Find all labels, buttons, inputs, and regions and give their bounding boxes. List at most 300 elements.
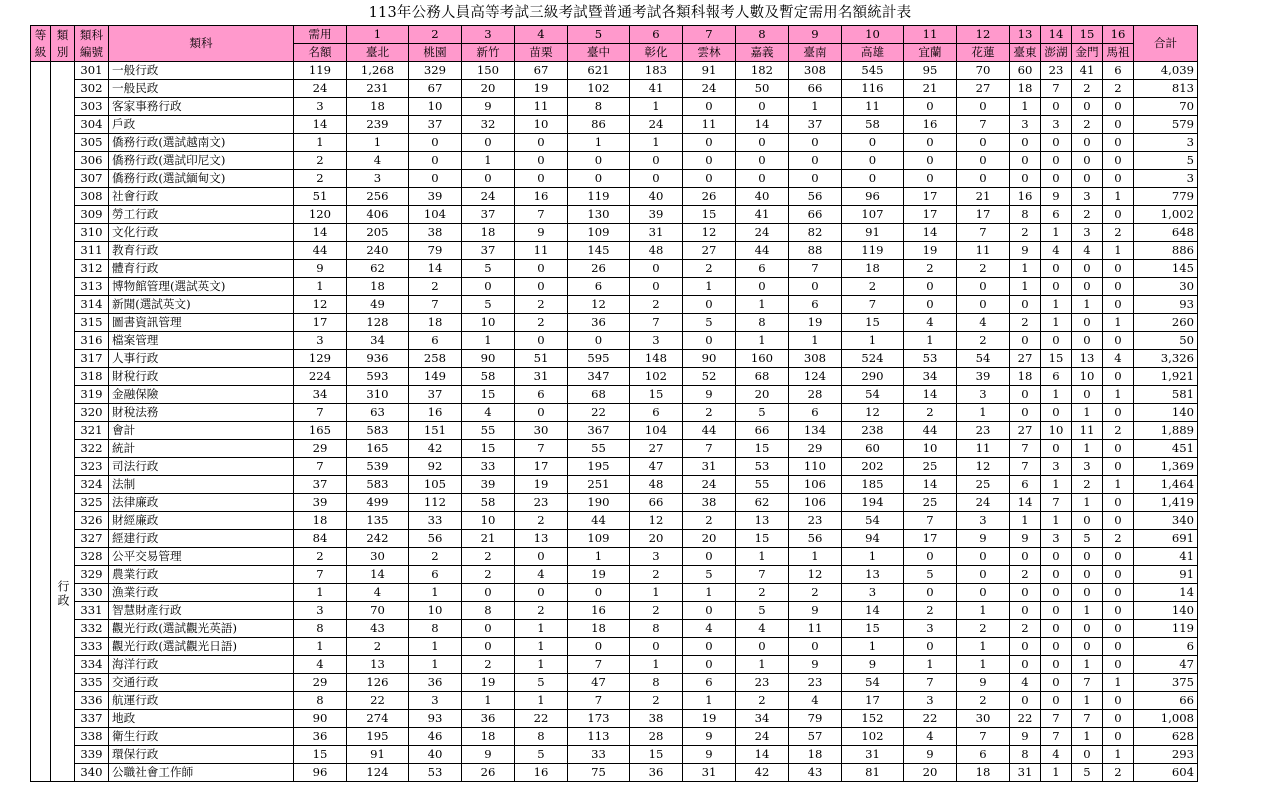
row-total: 691 <box>1134 530 1198 548</box>
region-count: 3 <box>957 512 1010 530</box>
quota-value: 3 <box>294 98 347 116</box>
region-name: 新竹 <box>462 44 515 62</box>
region-count: 0 <box>1103 278 1134 296</box>
region-count: 0 <box>683 602 736 620</box>
region-count: 9 <box>904 746 957 764</box>
region-name: 宜蘭 <box>904 44 957 62</box>
region-count: 0 <box>1041 548 1072 566</box>
region-count: 1 <box>736 296 789 314</box>
region-num: 4 <box>515 26 568 44</box>
region-count: 105 <box>409 476 462 494</box>
statistics-table <box>30 25 1198 782</box>
subject-code: 318 <box>75 368 109 386</box>
region-count: 79 <box>789 710 842 728</box>
subject-code: 319 <box>75 386 109 404</box>
region-count: 9 <box>515 224 568 242</box>
region-count: 17 <box>515 458 568 476</box>
region-count: 42 <box>736 764 789 782</box>
region-count: 1 <box>957 404 1010 422</box>
region-count: 14 <box>736 116 789 134</box>
region-count: 38 <box>630 710 683 728</box>
region-count: 6 <box>957 746 1010 764</box>
region-count: 18 <box>842 260 904 278</box>
region-count: 2 <box>630 692 683 710</box>
region-count: 148 <box>630 350 683 368</box>
region-count: 1 <box>904 656 957 674</box>
region-count: 3 <box>957 386 1010 404</box>
region-count: 14 <box>904 386 957 404</box>
region-count: 135 <box>347 512 409 530</box>
region-count: 13 <box>515 530 568 548</box>
region-count: 2 <box>462 566 515 584</box>
region-name: 馬祖 <box>1103 44 1134 62</box>
region-count: 29 <box>789 440 842 458</box>
region-count: 41 <box>1072 62 1103 80</box>
region-count: 18 <box>347 278 409 296</box>
region-count: 31 <box>842 746 904 764</box>
region-count: 8 <box>568 98 630 116</box>
region-count: 6 <box>1103 62 1134 80</box>
subject-name: 公職社會工作師 <box>109 764 294 782</box>
region-count: 54 <box>842 674 904 692</box>
quota-value: 119 <box>294 62 347 80</box>
region-count: 367 <box>568 422 630 440</box>
region-count: 0 <box>842 134 904 152</box>
subject-name: 衛生行政 <box>109 728 294 746</box>
region-count: 6 <box>683 674 736 692</box>
region-count: 231 <box>347 80 409 98</box>
region-count: 5 <box>462 260 515 278</box>
region-num: 3 <box>462 26 515 44</box>
region-count: 3 <box>1041 458 1072 476</box>
region-count: 195 <box>347 728 409 746</box>
region-count: 0 <box>1103 368 1134 386</box>
region-count: 1 <box>568 134 630 152</box>
region-count: 0 <box>683 134 736 152</box>
region-count: 41 <box>736 206 789 224</box>
region-count: 290 <box>842 368 904 386</box>
region-count: 6 <box>736 260 789 278</box>
region-count: 274 <box>347 710 409 728</box>
region-count: 0 <box>568 638 630 656</box>
row-total: 1,002 <box>1134 206 1198 224</box>
region-count: 0 <box>568 584 630 602</box>
region-count: 66 <box>630 494 683 512</box>
subject-name: 統計 <box>109 440 294 458</box>
region-count: 0 <box>789 134 842 152</box>
region-count: 75 <box>568 764 630 782</box>
region-count: 499 <box>347 494 409 512</box>
row-total: 1,921 <box>1134 368 1198 386</box>
region-count: 160 <box>736 350 789 368</box>
region-count: 0 <box>1103 152 1134 170</box>
subject-name: 社會行政 <box>109 188 294 206</box>
region-count: 25 <box>904 458 957 476</box>
region-count: 1 <box>957 602 1010 620</box>
region-count: 47 <box>630 458 683 476</box>
region-count: 39 <box>630 206 683 224</box>
region-count: 0 <box>957 584 1010 602</box>
row-total: 451 <box>1134 440 1198 458</box>
row-total: 140 <box>1134 602 1198 620</box>
region-count: 3 <box>630 548 683 566</box>
region-count: 70 <box>957 62 1010 80</box>
region-count: 44 <box>568 512 630 530</box>
region-count: 109 <box>568 224 630 242</box>
region-count: 2 <box>630 602 683 620</box>
row-total: 140 <box>1134 404 1198 422</box>
region-count: 14 <box>904 476 957 494</box>
region-count: 18 <box>409 314 462 332</box>
region-count: 51 <box>515 350 568 368</box>
region-count: 9 <box>683 746 736 764</box>
region-count: 62 <box>347 260 409 278</box>
region-count: 8 <box>1010 746 1041 764</box>
region-count: 0 <box>1103 728 1134 746</box>
region-count: 6 <box>630 404 683 422</box>
region-count: 0 <box>515 332 568 350</box>
region-count: 34 <box>736 710 789 728</box>
region-count: 52 <box>683 368 736 386</box>
subject-code: 323 <box>75 458 109 476</box>
quota-value: 8 <box>294 620 347 638</box>
region-count: 48 <box>630 242 683 260</box>
subject-code: 329 <box>75 566 109 584</box>
region-count: 1 <box>515 692 568 710</box>
quota-value: 224 <box>294 368 347 386</box>
region-count: 18 <box>568 620 630 638</box>
region-count: 55 <box>568 440 630 458</box>
region-count: 251 <box>568 476 630 494</box>
region-count: 15 <box>736 440 789 458</box>
region-num: 8 <box>736 26 789 44</box>
region-count: 1 <box>1041 476 1072 494</box>
region-count: 205 <box>347 224 409 242</box>
region-count: 1 <box>1103 746 1134 764</box>
region-count: 18 <box>789 746 842 764</box>
region-count: 17 <box>842 692 904 710</box>
region-count: 18 <box>462 224 515 242</box>
region-count: 173 <box>568 710 630 728</box>
region-count: 102 <box>568 80 630 98</box>
region-num: 11 <box>904 26 957 44</box>
region-count: 0 <box>789 278 842 296</box>
region-count: 11 <box>1072 422 1103 440</box>
row-total: 3 <box>1134 134 1198 152</box>
region-count: 0 <box>1103 98 1134 116</box>
region-count: 30 <box>515 422 568 440</box>
region-num: 13 <box>1010 26 1041 44</box>
region-count: 1 <box>1103 242 1134 260</box>
region-count: 0 <box>683 152 736 170</box>
quota-value: 18 <box>294 512 347 530</box>
subject-name: 博物館管理(選試英文) <box>109 278 294 296</box>
region-count: 39 <box>462 476 515 494</box>
region-num: 5 <box>568 26 630 44</box>
quota-value: 4 <box>294 656 347 674</box>
region-count: 5 <box>736 404 789 422</box>
region-count: 239 <box>347 116 409 134</box>
region-count: 0 <box>683 548 736 566</box>
subject-code: 320 <box>75 404 109 422</box>
region-count: 31 <box>683 458 736 476</box>
quota-value: 37 <box>294 476 347 494</box>
quota-value: 29 <box>294 674 347 692</box>
region-name: 桃園 <box>409 44 462 62</box>
subject-code: 339 <box>75 746 109 764</box>
region-count: 0 <box>1010 296 1041 314</box>
region-count: 28 <box>630 728 683 746</box>
region-count: 545 <box>842 62 904 80</box>
region-count: 17 <box>957 206 1010 224</box>
region-count: 0 <box>1010 548 1041 566</box>
region-count: 0 <box>1041 602 1072 620</box>
quota-value: 14 <box>294 116 347 134</box>
region-count: 3 <box>1041 530 1072 548</box>
region-count: 202 <box>842 458 904 476</box>
subject-code: 326 <box>75 512 109 530</box>
subject-name: 海洋行政 <box>109 656 294 674</box>
region-count: 1 <box>1010 260 1041 278</box>
region-count: 23 <box>515 494 568 512</box>
region-count: 124 <box>347 764 409 782</box>
subject-name: 農業行政 <box>109 566 294 584</box>
region-count: 10 <box>462 512 515 530</box>
region-count: 2 <box>736 584 789 602</box>
region-count: 2 <box>1103 80 1134 98</box>
region-count: 26 <box>462 764 515 782</box>
region-count: 0 <box>630 152 683 170</box>
region-count: 5 <box>683 566 736 584</box>
region-count: 22 <box>904 710 957 728</box>
subject-code: 314 <box>75 296 109 314</box>
region-count: 9 <box>462 98 515 116</box>
subject-code: 327 <box>75 530 109 548</box>
region-count: 13 <box>842 566 904 584</box>
region-count: 0 <box>1041 566 1072 584</box>
region-count: 2 <box>842 278 904 296</box>
region-count: 12 <box>568 296 630 314</box>
region-count: 0 <box>1041 98 1072 116</box>
table-body <box>31 62 1198 782</box>
region-count: 53 <box>904 350 957 368</box>
region-count: 16 <box>1010 188 1041 206</box>
region-count: 0 <box>1041 170 1072 188</box>
region-count: 0 <box>904 278 957 296</box>
row-total: 14 <box>1134 584 1198 602</box>
region-count: 42 <box>409 440 462 458</box>
region-count: 1 <box>736 548 789 566</box>
region-count: 2 <box>957 692 1010 710</box>
region-count: 11 <box>515 98 568 116</box>
region-count: 0 <box>904 170 957 188</box>
region-count: 1 <box>957 656 1010 674</box>
region-name: 臺北 <box>347 44 409 62</box>
region-count: 12 <box>789 566 842 584</box>
region-count: 1 <box>1041 224 1072 242</box>
subject-name: 財稅法務 <box>109 404 294 422</box>
region-count: 21 <box>462 530 515 548</box>
region-count: 3 <box>347 170 409 188</box>
region-count: 2 <box>1072 476 1103 494</box>
region-count: 1 <box>683 584 736 602</box>
table-row <box>31 260 1198 278</box>
region-count: 2 <box>904 404 957 422</box>
region-count: 242 <box>347 530 409 548</box>
region-count: 0 <box>515 170 568 188</box>
region-count: 1 <box>789 98 842 116</box>
region-count: 93 <box>409 710 462 728</box>
region-count: 1 <box>630 656 683 674</box>
region-count: 107 <box>842 206 904 224</box>
region-count: 22 <box>1010 710 1041 728</box>
region-count: 0 <box>1072 746 1103 764</box>
region-count: 1 <box>1072 656 1103 674</box>
region-count: 2 <box>1010 566 1041 584</box>
region-count: 3 <box>1072 458 1103 476</box>
region-count: 151 <box>409 422 462 440</box>
region-count: 9 <box>789 602 842 620</box>
region-count: 15 <box>842 620 904 638</box>
region-count: 37 <box>409 116 462 134</box>
region-count: 21 <box>904 80 957 98</box>
region-count: 1 <box>462 692 515 710</box>
region-count: 1 <box>1103 386 1134 404</box>
region-count: 6 <box>789 296 842 314</box>
region-count: 126 <box>347 674 409 692</box>
table-row <box>31 440 1198 458</box>
region-count: 58 <box>462 494 515 512</box>
region-count: 0 <box>515 278 568 296</box>
region-count: 58 <box>462 368 515 386</box>
region-count: 7 <box>904 674 957 692</box>
region-count: 3 <box>904 692 957 710</box>
region-count: 8 <box>462 602 515 620</box>
region-count: 23 <box>789 674 842 692</box>
region-count: 347 <box>568 368 630 386</box>
region-count: 0 <box>515 260 568 278</box>
region-count: 33 <box>462 458 515 476</box>
region-count: 2 <box>515 602 568 620</box>
subject-code: 311 <box>75 242 109 260</box>
region-count: 24 <box>736 728 789 746</box>
region-count: 4 <box>1041 242 1072 260</box>
region-count: 0 <box>1010 152 1041 170</box>
subject-name: 財經廉政 <box>109 512 294 530</box>
subject-code: 309 <box>75 206 109 224</box>
region-count: 57 <box>789 728 842 746</box>
region-count: 0 <box>1103 170 1134 188</box>
region-count: 0 <box>462 134 515 152</box>
region-count: 0 <box>904 548 957 566</box>
row-total: 1,008 <box>1134 710 1198 728</box>
region-count: 2 <box>957 620 1010 638</box>
row-total: 3 <box>1134 170 1198 188</box>
region-count: 34 <box>347 332 409 350</box>
region-count: 0 <box>630 278 683 296</box>
region-count: 2 <box>1103 764 1134 782</box>
subject-code: 304 <box>75 116 109 134</box>
subject-name: 教育行政 <box>109 242 294 260</box>
region-count: 54 <box>842 386 904 404</box>
region-count: 14 <box>904 224 957 242</box>
subject-name: 法律廉政 <box>109 494 294 512</box>
region-count: 66 <box>736 422 789 440</box>
region-count: 54 <box>957 350 1010 368</box>
region-count: 150 <box>462 62 515 80</box>
table-row <box>31 584 1198 602</box>
region-count: 185 <box>842 476 904 494</box>
table-row <box>31 224 1198 242</box>
region-count: 0 <box>957 566 1010 584</box>
region-count: 2 <box>409 278 462 296</box>
table-row <box>31 476 1198 494</box>
row-total: 91 <box>1134 566 1198 584</box>
region-count: 60 <box>1010 62 1041 80</box>
region-count: 539 <box>347 458 409 476</box>
region-count: 0 <box>462 584 515 602</box>
table-row <box>31 134 1198 152</box>
quota-value: 96 <box>294 764 347 782</box>
region-count: 7 <box>683 440 736 458</box>
subject-name: 智慧財產行政 <box>109 602 294 620</box>
region-count: 4 <box>1010 674 1041 692</box>
region-count: 2 <box>1072 80 1103 98</box>
region-count: 0 <box>515 404 568 422</box>
region-count: 18 <box>1010 368 1041 386</box>
region-name: 金門 <box>1072 44 1103 62</box>
region-count: 0 <box>1103 566 1134 584</box>
region-count: 11 <box>789 620 842 638</box>
region-count: 1 <box>515 620 568 638</box>
region-count: 0 <box>842 152 904 170</box>
table-row <box>31 278 1198 296</box>
region-count: 31 <box>630 224 683 242</box>
subject-code: 331 <box>75 602 109 620</box>
region-count: 2 <box>1010 224 1041 242</box>
region-count: 55 <box>462 422 515 440</box>
table-row <box>31 458 1198 476</box>
table-row <box>31 512 1198 530</box>
region-count: 9 <box>683 386 736 404</box>
table-header <box>31 26 1198 62</box>
table-row <box>31 98 1198 116</box>
region-count: 0 <box>1010 404 1041 422</box>
region-count: 44 <box>683 422 736 440</box>
region-count: 19 <box>789 314 842 332</box>
region-count: 124 <box>789 368 842 386</box>
grade-cell <box>31 62 51 782</box>
region-count: 2 <box>462 656 515 674</box>
region-count: 1 <box>347 134 409 152</box>
region-count: 15 <box>462 440 515 458</box>
region-name: 臺南 <box>789 44 842 62</box>
region-count: 0 <box>683 170 736 188</box>
region-count: 30 <box>957 710 1010 728</box>
region-count: 0 <box>904 152 957 170</box>
region-count: 31 <box>683 764 736 782</box>
region-count: 4 <box>1103 350 1134 368</box>
region-count: 7 <box>1041 80 1072 98</box>
subject-name: 航運行政 <box>109 692 294 710</box>
region-count: 20 <box>736 386 789 404</box>
region-count: 0 <box>683 98 736 116</box>
region-count: 2 <box>904 602 957 620</box>
region-count: 0 <box>568 170 630 188</box>
table-row <box>31 422 1198 440</box>
subject-name: 公平交易管理 <box>109 548 294 566</box>
region-count: 0 <box>1041 692 1072 710</box>
